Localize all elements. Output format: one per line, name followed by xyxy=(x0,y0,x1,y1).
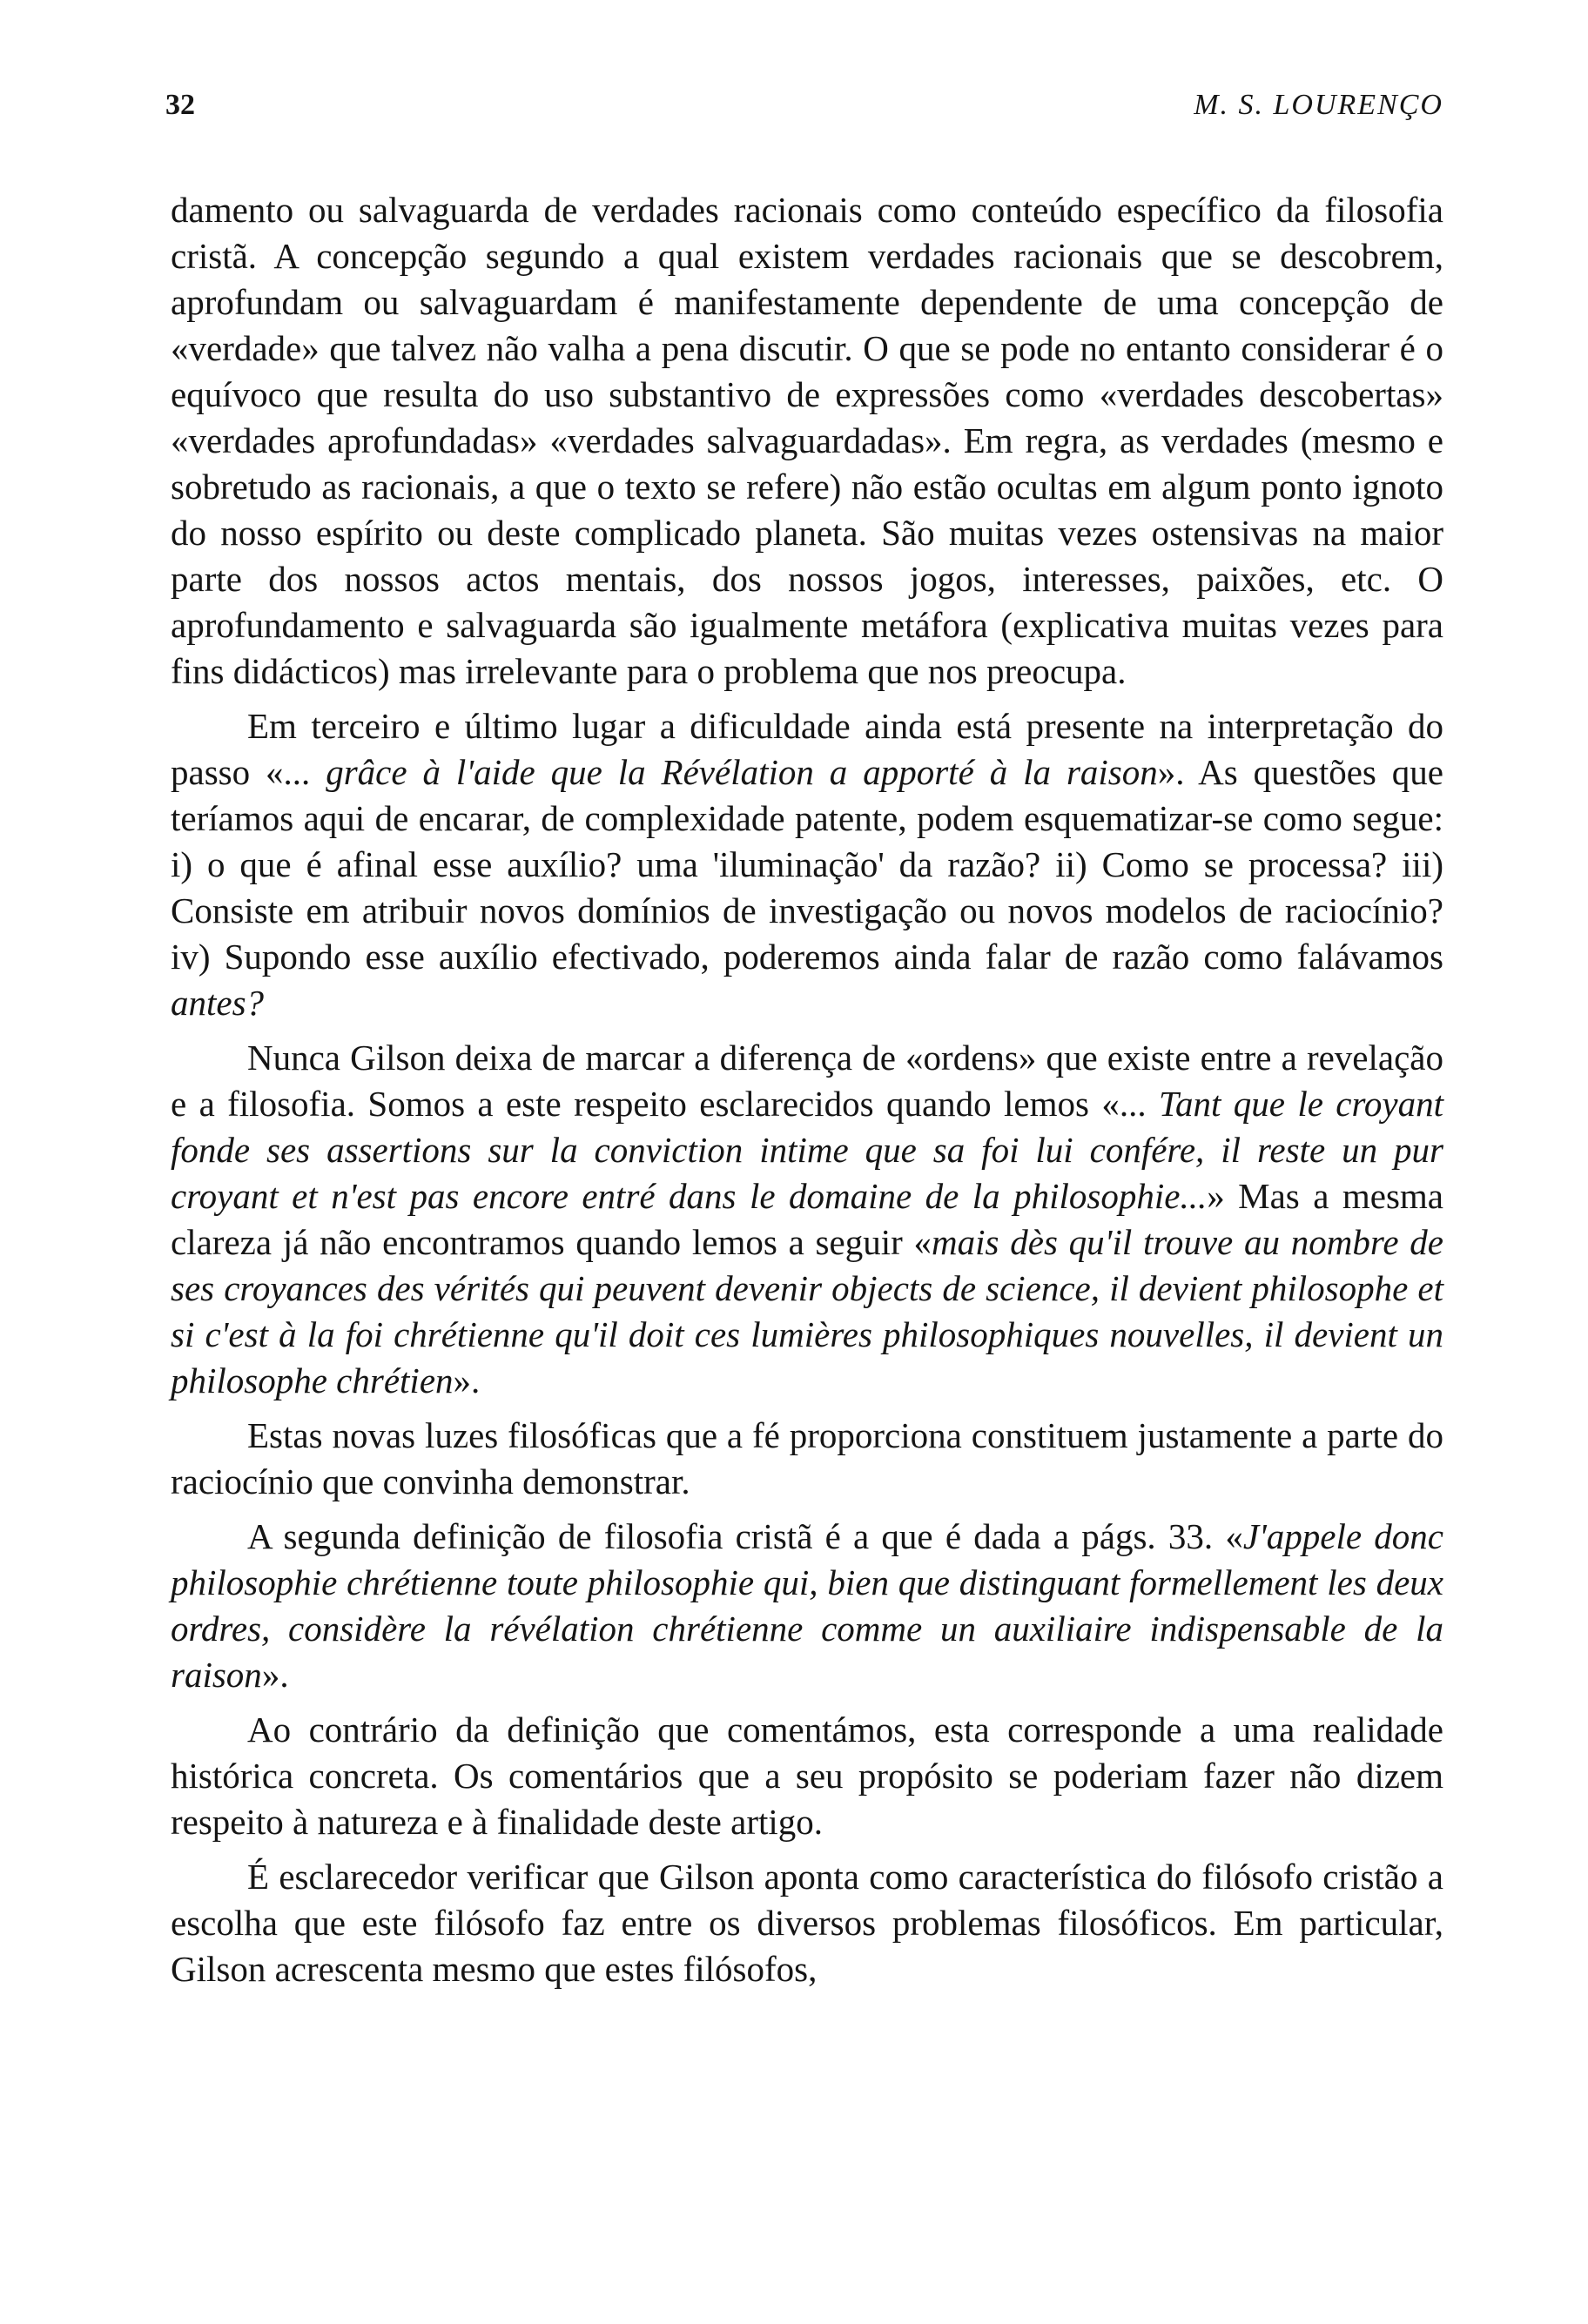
text-segment: A segunda definição de filosofia cristã é a que é dada a págs. 33. « xyxy=(247,1516,1243,1556)
running-head: M. S. LOURENÇO xyxy=(1194,89,1443,121)
paragraph xyxy=(171,1413,1443,1505)
text-segment: Ao contrário da definição que comentámos, esta corresponde a uma realidade histórica concreta. Os comentários que a seu propósito se poderiam fazer não dizem respeito à natureza e à finalidade deste artigo. xyxy=(171,1709,1443,1842)
paragraph xyxy=(171,1514,1443,1698)
italic-quote: Tant que le croyant fonde ses assertions sur la conviction intime que sa foi lui confére, il reste un pur croyant et n'est pas encore entré dans le domaine de la philosophie... xyxy=(171,1084,1444,1216)
paragraph xyxy=(171,1854,1443,1992)
text-segment: Nunca Gilson deixa de marcar a diferença de «ordens» que existe entre a revelação e a filosofia. Somos a este respeito esclarecidos quando lemos «... xyxy=(171,1038,1443,1124)
paragraph xyxy=(171,1035,1443,1404)
text-segment: É esclarecedor verificar que Gilson aponta como característica do filósofo cristão a escolha que este filósofo faz entre os diversos problemas filosóficos. Em particular, Gilson acrescenta mesmo que estes filósofos, xyxy=(171,1857,1443,1989)
italic-quote: mais dès qu'il trouve au nombre de ses croyances des vérités qui peuvent devenir objects de science, il devient philosophe et si c'est à la foi chrétienne qu'il doit ces lumières philosophiques nouvelles, il devient un philosophe chrétien xyxy=(171,1222,1443,1400)
text-segment: ». xyxy=(453,1360,481,1400)
italic-quote: antes? xyxy=(171,983,265,1023)
paragraph xyxy=(171,187,1443,695)
paragraph xyxy=(171,1707,1443,1845)
text-segment: Em terceiro e último lugar a dificuldade ainda está presente na interpretação do passo «... xyxy=(171,706,1443,792)
italic-quote: J'appele donc philosophie chrétienne toute philosophie qui, bien que distinguant formellement les deux ordres, considère la révélation chrétienne comme un auxiliaire indispensable de la raison xyxy=(171,1516,1443,1695)
italic-quote: grâce à l'aide que la Révélation a apporté à la raison xyxy=(326,752,1158,792)
page-number: 32 xyxy=(165,89,195,121)
page-header xyxy=(165,89,1443,141)
text-segment: damento ou salvaguarda de verdades racionais como conteúdo específico da filosofia cristã. A concepção segundo a qual existem verdades racionais que se descobrem, aprofundam ou salvaguardam é manifestamente dependente de uma concepção de «verdade» que talvez não valha a pena discutir. O que se pode no entanto considerar é o equívoco que resulta do uso substantivo de expressões como «verdades descobertas» «verdades aprofundadas» «verdades salvaguardadas». Em regra, as verdades (mesmo e sobretudo as racionais, a que o texto se refere) não estão ocultas em algum ponto ignoto do nosso espírito ou deste complicado planeta. São muitas vezes ostensivas na maior parte dos nossos actos mentais, dos nossos jogos, interesses, paixões, etc. O aprofundamento e salvaguarda são igualmente metáfora (explicativa muitas vezes para fins didácticos) mas irrelevante para o problema que nos preocupa. xyxy=(171,190,1443,691)
body-text xyxy=(171,187,1443,2001)
text-segment: ». As questões que teríamos aqui de encarar, de complexidade patente, podem esquematizar-se como segue: i) o que é afinal esse auxílio? uma 'iluminação' da razão? ii) Como se processa? iii) Consiste em atribuir novos domínios de investigação ou novos modelos de raciocínio? iv) Supondo esse auxílio efectivado, poderemos ainda falar de razão como falávamos xyxy=(171,752,1443,977)
text-segment: » Mas a mesma clareza já não encontramos quando lemos a seguir « xyxy=(171,1176,1443,1262)
text-segment: ». xyxy=(261,1655,289,1695)
text-segment: Estas novas luzes filosóficas que a fé proporciona constituem justamente a parte do raciocínio que convinha demonstrar. xyxy=(171,1415,1443,1501)
paragraph xyxy=(171,703,1443,1026)
